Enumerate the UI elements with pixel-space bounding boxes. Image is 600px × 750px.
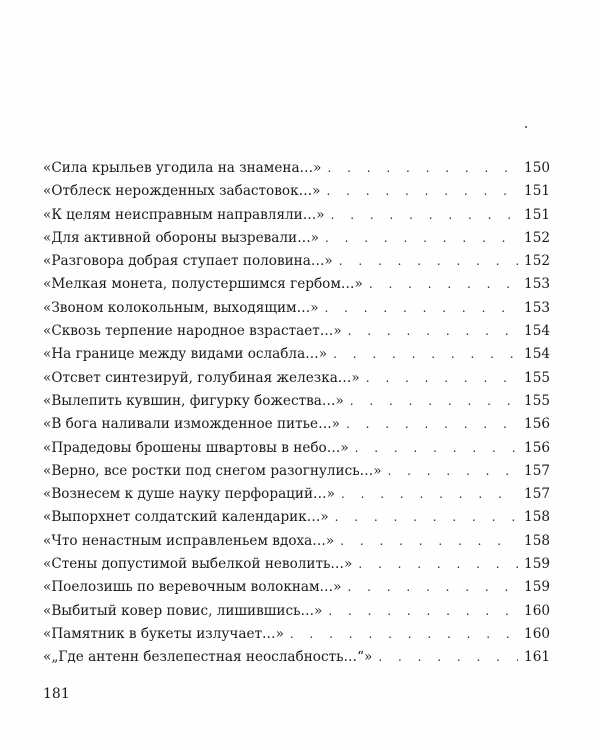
toc-entry-page: 159 [524,579,550,596]
dot-leader [355,437,518,460]
toc-entry-page: 154 [524,346,550,363]
toc-entry-page: 160 [524,602,550,619]
toc-entry-page: 150 [524,160,550,176]
page-number: 181 [43,686,70,702]
toc-entry-title: «Отблеск нерожденных забастовок…» [43,183,321,200]
dot-leader [325,227,518,250]
toc-entry-page: 152 [524,253,550,270]
toc-entry [43,413,550,436]
toc-entry [43,297,550,320]
toc-entry-title: «Верно, все ростки под снегом разогнулись…» [43,462,382,479]
toc-entry [43,483,550,506]
toc-entry-page: 156 [524,439,550,456]
table-of-contents [43,157,550,670]
toc-entry-page: 161 [524,649,550,666]
dot-leader [340,530,518,553]
dot-leader [326,180,518,203]
dot-leader [346,413,518,436]
toc-entry [43,530,550,553]
toc-entry-page: 157 [524,462,550,479]
dot-leader [366,367,518,390]
toc-entry-title: «„Где антенн безлепестная неослабность…“» [43,649,373,666]
dot-leader [328,600,518,623]
toc-entry [43,273,550,296]
toc-entry [43,204,550,227]
toc-entry-title: «Прадедовы брошены швартовы в небо…» [43,439,349,456]
dot-leader [369,273,518,296]
toc-entry [43,390,550,413]
dot-leader [331,204,518,227]
dot-leader [347,576,518,599]
toc-entry-page: 159 [524,556,550,573]
toc-entry-page: 157 [524,486,550,503]
toc-entry-title: «Что ненастным исправленьем вдоха…» [43,532,335,549]
toc-entry-title: «Стены допустимой выбелкой неволить…» [43,556,353,573]
toc-entry-title: «Разговора добрая ступает половина…» [43,253,333,270]
toc-entry-title: «К целям неисправным направляли…» [43,206,325,223]
toc-entry-title: «Сила крыльев угодила на знамена…» [43,160,322,176]
toc-entry-page: 158 [524,509,550,526]
toc-entry [43,623,550,646]
dot-leader [341,483,518,506]
toc-entry-title: «Выбитый ковер повис, лишившись…» [43,602,323,619]
toc-entry-title: «На границе между видами ослабла…» [43,346,328,363]
print-speck [525,126,527,128]
toc-entry-title: «Звоном колокольным, выходящим…» [43,299,319,316]
toc-entry-title: «Памятник в букеты излучает…» [43,625,284,642]
toc-entry-page: 158 [524,532,550,549]
toc-entry [43,646,550,669]
toc-entry [43,343,550,366]
toc-entry-title: «Для активной обороны вызревали…» [43,229,319,246]
toc-entry-page: 160 [524,625,550,642]
toc-entry-page: 153 [524,276,550,293]
dot-leader [358,553,518,576]
toc-entry-page: 151 [524,183,550,200]
toc-entry-page: 153 [524,299,550,316]
toc-entry-page: 155 [524,392,550,409]
toc-entry-title: «Мелкая монета, полустершимся гербом…» [43,276,363,293]
toc-entry-page: 154 [524,323,550,340]
toc-entry-title: «Поелозишь по веревочным волокнам…» [43,579,342,596]
toc-entry-page: 156 [524,416,550,433]
toc-entry [43,437,550,460]
toc-entry [43,250,550,273]
dot-leader [388,460,518,483]
toc-entry [43,576,550,599]
toc-entry [43,157,550,180]
toc-entry-title: «Выпорхнет солдатский календарик…» [43,509,329,526]
toc-entry-page: 152 [524,229,550,246]
toc-entry [43,553,550,576]
dot-leader [348,320,518,343]
dot-leader [339,250,518,273]
dot-leader [327,157,518,180]
toc-entry [43,506,550,529]
dot-leader [325,297,518,320]
toc-entry-page: 151 [524,206,550,223]
dot-leader [333,343,518,366]
toc-entry [43,460,550,483]
dot-leader [335,506,518,529]
toc-entry [43,600,550,623]
toc-entry-title: «Вылепить кувшин, фигурку божества…» [43,392,344,409]
dot-leader [378,646,518,669]
toc-entry-title: «Вознесем к душе науку перфораций…» [43,486,335,503]
toc-entry-title: «Отсвет синтезируй, голубиная железка…» [43,369,360,386]
dot-leader [350,390,518,413]
toc-entry-title: «Сквозь терпение народное взрастает…» [43,323,342,340]
toc-entry [43,227,550,250]
toc-entry [43,180,550,203]
toc-entry [43,320,550,343]
toc-entry-page: 155 [524,369,550,386]
dot-leader [290,623,518,646]
toc-entry [43,367,550,390]
toc-entry-title: «В бога наливали изможденное питье…» [43,416,340,433]
